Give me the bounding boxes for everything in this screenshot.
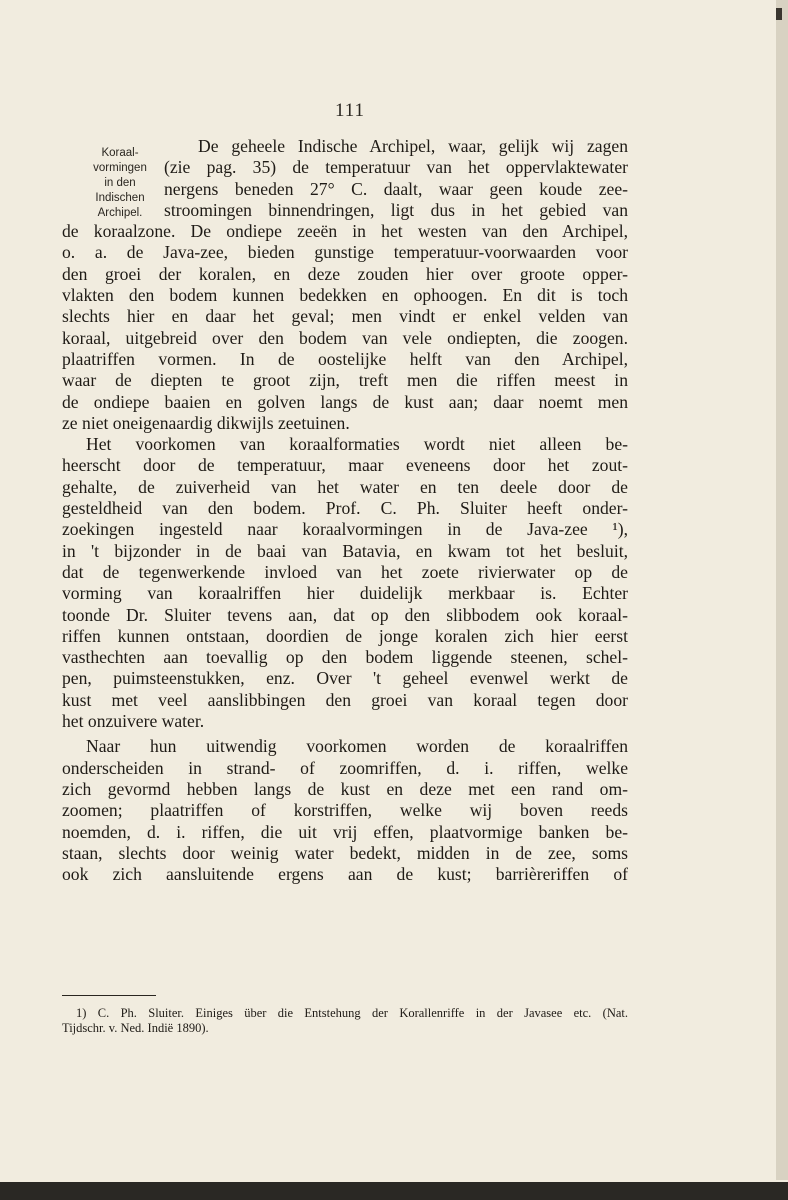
text-line: ook zich aansluitende ergens aan de kust; barrièreriffen of — [62, 864, 628, 885]
text-line: (zie pag. 35) de temperatuur van het oppervlaktewater — [164, 157, 628, 178]
text-line: stroomingen binnendringen, ligt dus in het gebied van — [164, 199, 628, 220]
footnote — [62, 1006, 628, 1036]
text-line: waar de diepten te groot zijn, treft men die riffen meest in — [62, 370, 628, 391]
text-line: zoomen; plaatriffen of korstriffen, welke wij boven reeds — [62, 800, 628, 821]
margin-note-line: Koraal- — [101, 147, 139, 159]
text-line: Het voorkomen van koraalformaties wordt niet alleen be- — [86, 434, 628, 455]
margin-note-line: in den — [104, 177, 136, 189]
text-line: vasthechten aan toevallig op den bodem liggende steenen, schel- — [62, 647, 628, 668]
text-line: slechts hier en daar het geval; men vindt er enkel velden van — [62, 306, 628, 327]
text-line: Naar hun uitwendig voorkomen worden de koraalriffen — [86, 736, 628, 757]
text-line: koraal, uitgebreid over den bodem van vele ondiepten, die zoogen. — [62, 327, 628, 348]
text-line: kust met veel aanslibbingen den groei van koraal tegen door — [62, 689, 628, 710]
text-line: het onzuivere water. — [62, 711, 205, 732]
footnote-line: 1) C. Ph. Sluiter. Einiges über die Entstehung der Korallenriffe in der Javasee etc. (Nat. — [76, 1006, 628, 1020]
text-line: heerscht door de temperatuur, maar eveneens door het zout- — [62, 455, 628, 476]
corner-mark — [776, 8, 782, 20]
body-text — [62, 136, 628, 885]
text-line: den groei der koralen, en deze zouden hier over groote opper- — [62, 263, 628, 284]
text-line: de koraalzone. De ondiepe zeeën in het westen van den Archipel, — [62, 221, 628, 242]
margin-note-line: Archipel. — [97, 207, 143, 219]
text-line: De geheele Indische Archipel, waar, gelijk wij zagen — [198, 136, 628, 156]
text-line: zoekingen ingesteld naar koraalvormingen in de Java-zee ¹), — [62, 519, 628, 540]
text-line: o. a. de Java-zee, bieden gunstige temperatuur-voorwaarden voor — [62, 242, 628, 263]
margin-note-line: Indischen — [95, 192, 145, 204]
page-edge-bottom — [0, 1182, 788, 1200]
footnote-rule — [62, 995, 156, 996]
text-line: noemden, d. i. riffen, die uit vrij effen, plaatvormige banken be- — [62, 821, 628, 842]
text-line: de ondiepe baaien en golven langs de kust aan; daar noemt men — [62, 391, 628, 412]
text-line: toonde Dr. Sluiter tevens aan, dat op den slibbodem ook koraal- — [62, 604, 628, 625]
text-line: nergens beneden 27° C. daalt, waar geen koude zee- — [164, 178, 628, 199]
text-line: vlakten den bodem kunnen bedekken en ophoogen. En dit is toch — [62, 285, 628, 306]
text-line: onderscheiden in strand- of zoomriffen, d. i. riffen, welke — [62, 757, 628, 778]
text-line: riffen kunnen ontstaan, doordien de jonge koralen zich hier eerst — [62, 625, 628, 646]
text-line: pen, puimsteenstukken, enz. Over 't geheel evenwel werkt de — [62, 668, 628, 689]
text-line: staan, slechts door weinig water bedekt, midden in de zee, soms — [62, 842, 628, 863]
footnote-line: Tijdschr. v. Ned. Indië 1890). — [62, 1021, 209, 1035]
text-line: vorming van koraalriffen hier duidelijk merkbaar is. Echter — [62, 583, 628, 604]
text-line: in 't bijzonder in de baai van Batavia, en kwam tot het besluit, — [62, 540, 628, 561]
text-line: zich gevormd hebben langs de kust en deze met een rand om- — [62, 778, 628, 799]
text-line: ze niet oneigenaardig dikwijls zeetuinen. — [62, 412, 350, 433]
margin-note-line: vormingen — [93, 162, 147, 174]
text-line: plaatriffen vormen. In de oostelijke helft van den Archipel, — [62, 348, 628, 369]
page-edge-right — [776, 0, 788, 1180]
page-number: 111 — [334, 100, 366, 121]
text-line: dat de tegenwerkende invloed van het zoete rivierwater op de — [62, 561, 628, 582]
text-line: gesteldheid van den bodem. Prof. C. Ph. Sluiter heeft onder- — [62, 498, 628, 519]
text-line: gehalte, de zuiverheid van het water en ten deele door de — [62, 476, 628, 497]
